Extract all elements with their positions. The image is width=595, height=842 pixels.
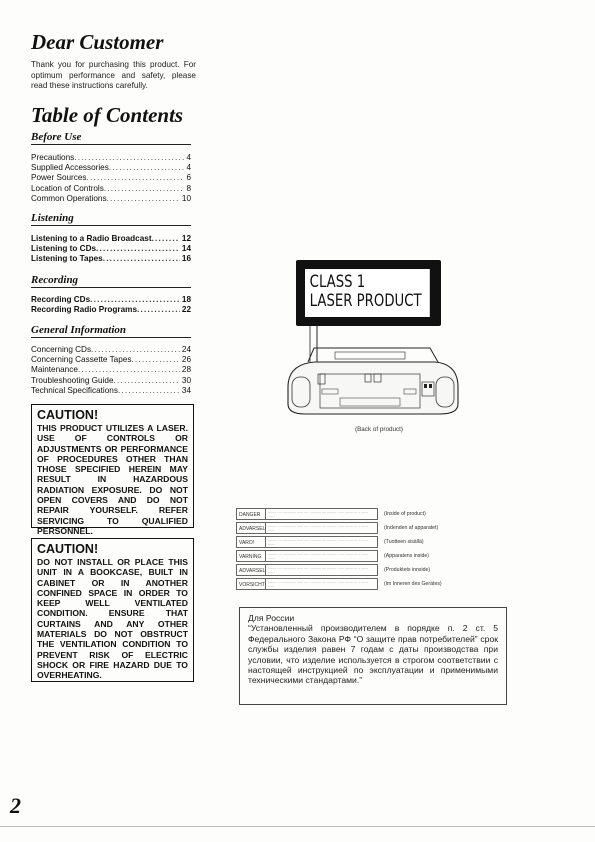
caution-body: THIS PRODUCT UTILIZES A LASER. USE OF CONTROLS OR ADJUSTMENTS OR PERFORMANCE OF PROCEDURES OTHER THAN THOSE SPECIFIED HEREIN MAY RESULT IN HAZARDOUS RADIATION EXPOSURE. DO NOT OPEN COVERS AND DO NOT REPAIR YOURSELF. REFER SERVICING TO QUALIFIED PERSONNEL. [37, 423, 188, 536]
toc-section-before-use [31, 153, 191, 204]
laser-class-text: CLASS 1 [309, 272, 366, 292]
warning-label: VARNING [236, 550, 266, 562]
warning-label-row [236, 507, 442, 521]
toc-item[interactable]: Listening to CDs ..... 14 [31, 244, 191, 254]
page-number: 2 [10, 793, 21, 818]
russia-body: “Установленный производителем в порядке п. 2 ст. 5 Федерального Закона РФ “О защите прав потребителей” срок службы изделия равен 7 годам с даты производства при условии, что изделие используется в строгом соответствии с настоящей инструкцией по эксплуатации и применимыми техническими стандартами.” [248, 623, 498, 686]
toc-item[interactable]: Troubleshooting Guide ..... 30 [31, 376, 191, 386]
caution-ventilation-box [31, 538, 194, 682]
warning-fine-print: ........ . ... ............. ...... .... . .......... .... ......... . ..... ........ ... .. ....... ....... [266, 536, 378, 548]
caution-body: DO NOT INSTALL OR PLACE THIS UNIT IN A BOOKCASE, BUILT IN CABINET OR IN ANOTHER CONFINED SPACE IN ORDER TO KEEP WELL VENTILATED CONDITION. ENSURE THAT CURTAINS AND ANY OTHER MATERIALS DO NOT OBSTRUCT THE VENTILATION CONDITION TO PREVENT RISK OF ELECTRIC SHOCK OR FIRE HAZARD DUE TO OVERHEATING. [37, 557, 188, 681]
toc-item[interactable]: Concerning Cassette Tapes ..... 26 [31, 355, 191, 365]
warning-label-row [236, 563, 442, 577]
russia-service-life-notice [239, 607, 507, 705]
toc-section-general [31, 345, 191, 396]
warning-label-row [236, 549, 442, 563]
intro-text: Thank you for purchasing this product. For optimum performance and safety, please read these instructions carefully. [31, 60, 196, 91]
warning-location: (Inside of product) [384, 511, 426, 517]
warning-fine-print: ........ . ... ............. ...... .... . .......... .... ......... . ..... ........ ... .. ....... ....... [266, 564, 378, 576]
laser-product-text: LASER PRODUCT [309, 291, 422, 311]
toc-item[interactable]: Technical Specifications ..... 34 [31, 386, 191, 396]
warning-label-row [236, 521, 442, 535]
warning-label: ADVARSEL [236, 564, 266, 576]
laser-label [296, 260, 441, 326]
caution-title: CAUTION! [37, 542, 99, 556]
warning-fine-print: ........ . ... ............. ...... .... . .......... .... ......... . ..... ........ ... .. ....... ....... [266, 522, 378, 534]
toc-item[interactable]: Location of Controls ..... 8 [31, 184, 191, 194]
product-caption: (Back of product) [355, 426, 403, 433]
warning-location: (im Inneren des Gerätes) [384, 581, 442, 587]
warning-fine-print: ........ . ... ............. ...... .... . .......... .... ......... . ..... ........ ... .. ....... ....... [266, 508, 378, 520]
warning-location: (Apparatens inside) [384, 553, 429, 559]
warning-location: (Produktets innside) [384, 567, 431, 573]
toc-section-heading: Recording [31, 274, 191, 288]
toc-item[interactable]: Maintenance ..... 28 [31, 365, 191, 375]
scan-edge-line [0, 826, 595, 827]
warning-label-row [236, 577, 442, 591]
warning-label-row [236, 535, 442, 549]
toc-item[interactable]: Precautions ..... 4 [31, 153, 191, 163]
russia-heading: Для России [248, 613, 295, 623]
page-title: Dear Customer [31, 30, 164, 54]
warning-fine-print: ........ . ... ............. ...... .... . .......... .... ......... . ..... ........ ... .. ....... ....... [266, 578, 378, 590]
warning-label: VARO! [236, 536, 266, 548]
warning-location: (Tuotteen sisällä) [384, 539, 424, 545]
warning-label: VORSICHT [236, 578, 266, 590]
toc-item[interactable]: Common Operations ..... 10 [31, 194, 191, 204]
toc-section-heading: Listening [31, 212, 191, 226]
product-back-illustration [280, 322, 465, 422]
toc-section-heading: Before Use [31, 131, 191, 145]
warning-label: ADVARSEL [236, 522, 266, 534]
caution-laser-box [31, 404, 194, 536]
toc-item[interactable]: Supplied Accessories ..... 4 [31, 163, 191, 173]
toc-section-heading: General Information [31, 324, 191, 338]
warning-location: (Indenden af apparatet) [384, 525, 439, 531]
toc-title: Table of Contents [31, 103, 184, 127]
toc-item[interactable]: Recording CDs ..... 18 [31, 295, 191, 305]
toc-item[interactable]: Listening to a Radio Broadcast ..... 12 [31, 234, 191, 244]
warning-label: DANGER [236, 508, 266, 520]
toc-section-recording [31, 295, 191, 315]
caution-title: CAUTION! [37, 408, 99, 422]
toc-section-listening [31, 234, 191, 265]
warning-label-list [236, 507, 442, 591]
toc-item[interactable]: Power Sources ..... 6 [31, 173, 191, 183]
toc-item[interactable]: Concerning CDs ..... 24 [31, 345, 191, 355]
toc-item[interactable]: Listening to Tapes ..... 16 [31, 254, 191, 264]
toc-item[interactable]: Recording Radio Programs ..... 22 [31, 305, 191, 315]
warning-fine-print: ........ . ... ............. ...... .... . .......... .... ......... . ..... ........ ... .. ....... ....... [266, 550, 378, 562]
